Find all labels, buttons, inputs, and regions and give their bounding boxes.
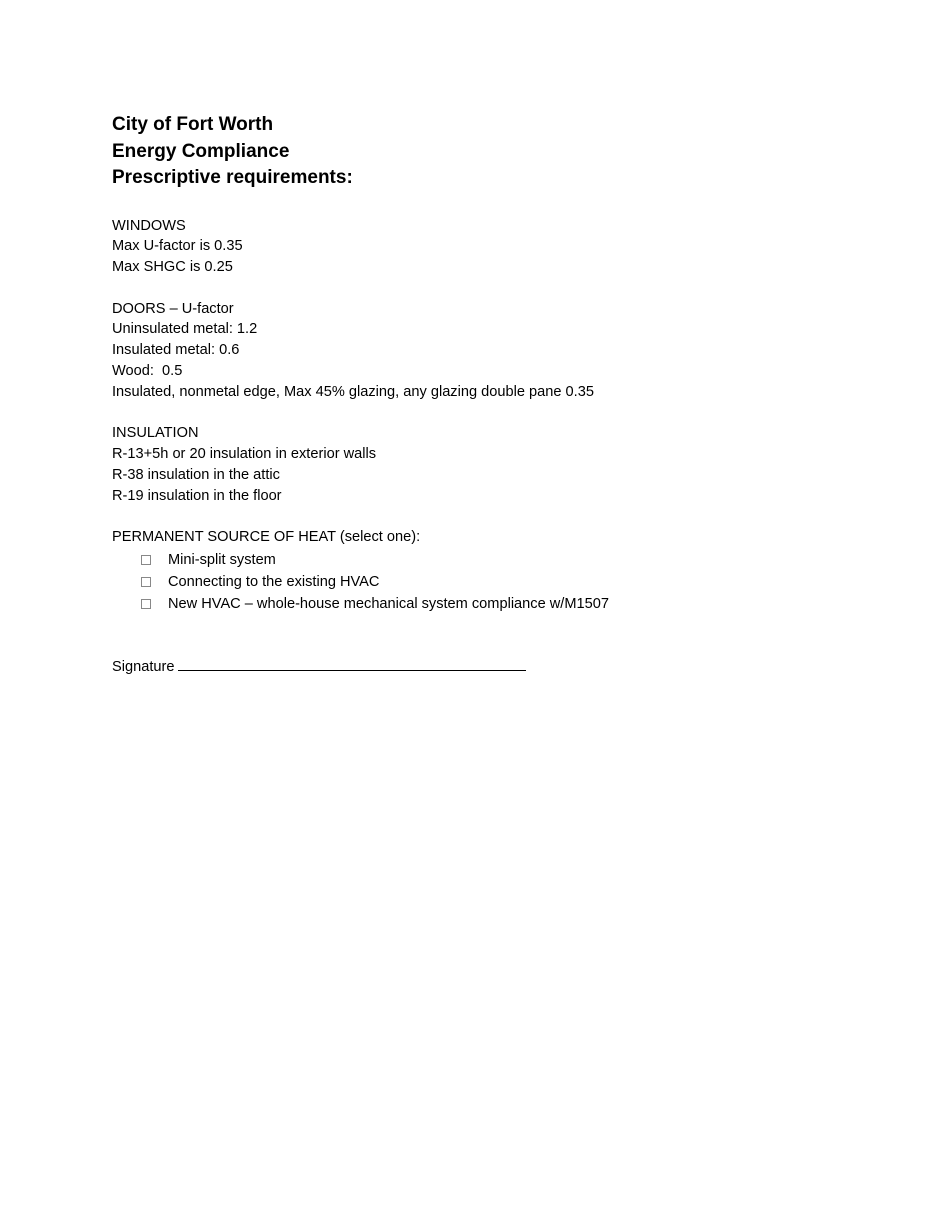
insulation-item: R-13+5h or 20 insulation in exterior walls — [112, 446, 377, 463]
doors-item: Insulated, nonmetal edge, Max 45% glazing, any glazing double pane 0.35 — [112, 383, 594, 400]
windows-section — [112, 216, 872, 278]
checkbox-icon[interactable] — [141, 555, 151, 565]
heat-option-label: Mini-split system — [168, 551, 276, 568]
checkbox-icon[interactable] — [141, 577, 151, 587]
windows-item: Max U-factor is 0.35 — [112, 238, 243, 255]
heat-source-options — [112, 549, 872, 615]
heat-option-new-hvac[interactable] — [112, 593, 872, 615]
doors-item: Insulated metal: 0.6 — [112, 342, 240, 359]
insulation-title: INSULATION — [112, 425, 199, 442]
signature-row — [112, 656, 872, 678]
compliance-title: Energy Compliance — [112, 140, 290, 162]
insulation-item: R-38 insulation in the attic — [112, 467, 280, 484]
heat-option-label: New HVAC – whole-house mechanical system compliance w/M1507 — [168, 595, 609, 612]
requirements-title: Prescriptive requirements: — [112, 167, 353, 188]
doors-title: DOORS – U-factor — [112, 300, 234, 317]
heat-option-existing-hvac[interactable] — [112, 571, 872, 593]
heat-source-title: PERMANENT SOURCE OF HEAT (select one): — [112, 529, 421, 546]
city-title: City of Fort Worth — [112, 114, 274, 135]
doors-item: Wood: 0.5 — [112, 363, 183, 380]
signature-label: Signature — [112, 659, 175, 676]
heat-option-label: Connecting to the existing HVAC — [168, 573, 380, 590]
windows-item: Max SHGC is 0.25 — [112, 259, 233, 276]
signature-line[interactable] — [178, 656, 526, 671]
insulation-item: R-19 insulation in the floor — [112, 487, 282, 504]
heat-source-section — [112, 527, 872, 615]
doors-section — [112, 299, 872, 403]
insulation-section — [112, 423, 872, 506]
doors-item: Uninsulated metal: 1.2 — [112, 321, 258, 338]
document-page — [112, 112, 872, 678]
checkbox-icon[interactable] — [141, 599, 151, 609]
heat-option-mini-split[interactable] — [112, 549, 872, 571]
windows-title: WINDOWS — [112, 217, 186, 234]
document-header — [112, 112, 872, 192]
